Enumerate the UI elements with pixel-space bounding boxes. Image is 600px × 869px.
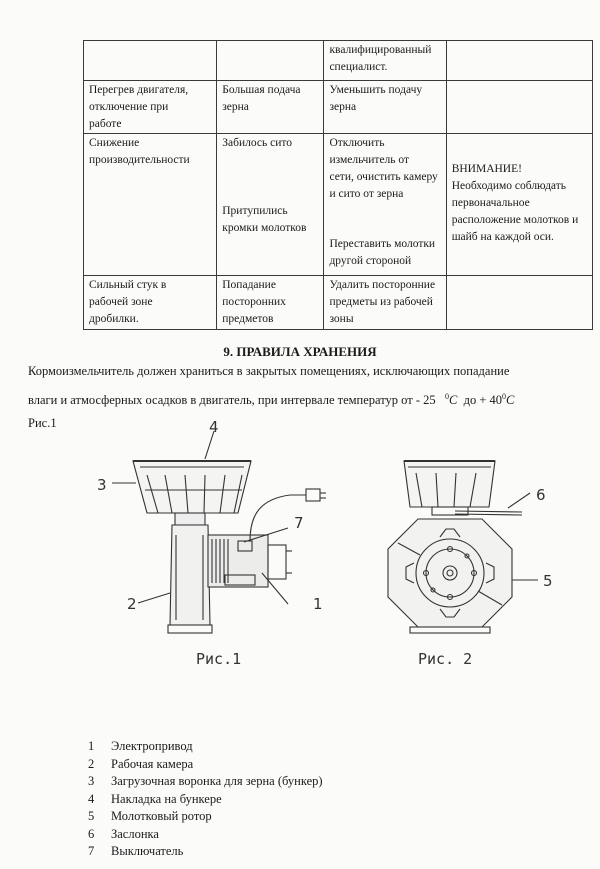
item-label: Электропривод [111,739,193,753]
list-item [88,808,323,826]
list-item [88,826,323,844]
warning-title: ВНИМАНИЕ! [451,163,522,175]
table-cell [84,276,217,330]
list-item [88,738,323,756]
list-item [88,773,323,791]
cell-text: кромки молотков [222,222,307,234]
cell-text: Отключить [329,137,385,149]
storage-paragraph-line-2 [28,392,514,408]
item-number: 4 [88,791,95,806]
cell-text: первоначальное [451,197,530,209]
callout-1: 1 [313,595,323,613]
table-cell [324,276,446,330]
item-label: Загрузочная воронка для зерна (бункер) [111,774,323,788]
parts-legend [88,738,323,861]
cell-text: измельчитель от [329,154,410,166]
callout-7: 7 [294,514,304,532]
cell-text: сети, очистить камеру [329,171,438,183]
table-cell [84,81,217,134]
cell-text: Уменьшить подачу [329,84,423,96]
cell-text: Снижение [89,137,140,149]
celsius-unit: C [506,393,515,408]
table-cell [446,41,592,81]
table-cell [217,41,324,81]
cell-text: производительности [89,154,190,166]
figure-reference: Рис.1 [28,416,57,430]
cell-text: Забилось сито [222,137,293,149]
table-row [84,41,593,81]
table-cell [446,134,592,276]
item-label: Заслонка [111,826,159,841]
cell-text: Переставить молотки [329,238,436,250]
table-cell [217,81,324,134]
text-fragment: до + 40 [463,393,503,408]
table-cell [324,134,446,276]
table-cell [84,41,217,81]
degree-superscript: 0 [445,392,450,401]
cell-text: квалифицированный [329,44,432,56]
troubleshooting-table [83,40,593,330]
cell-text: работе [89,118,122,130]
item-number: 3 [88,774,95,788]
cell-text: зерна [222,101,249,113]
cell-text: зоны [329,313,354,325]
cell-text: Удалить посторонние [329,279,436,291]
cell-text: рабочей зоне [89,296,153,308]
item-label: Молотковый ротор [111,809,212,823]
item-number: 2 [88,756,95,771]
item-label: Выключатель [111,844,184,858]
cell-text: Большая подача [222,84,301,96]
cell-text: Необходимо соблюдать [451,180,566,192]
cell-text: зерна [329,101,357,113]
figure-2-caption: Рис. 2 [418,650,473,668]
fig1-side-view-drawing [112,431,326,633]
table-row [84,134,593,276]
cell-text: расположение молотков и [451,214,579,226]
table-cell [217,276,324,330]
text-fragment: влаги и атмосферных осадков в двигатель, при интервале температур от - 25 [28,393,436,408]
item-number: 7 [88,844,95,858]
table-cell [446,81,592,134]
item-number: 1 [88,739,95,753]
item-number: 6 [88,826,95,841]
table-cell [324,81,446,134]
cell-text: шайб на каждой оси. [451,231,554,243]
table-row [84,276,593,330]
cell-text: другой стороной [329,255,412,267]
cell-text: и сито от зерна [329,188,404,200]
cell-text: Перегрев двигателя, [89,84,189,96]
cell-text: предметы из рабочей [329,296,433,308]
list-item [88,756,323,774]
cell-text: специалист. [329,61,388,73]
storage-paragraph-line-1: Кормоизмельчитель должен храниться в закрытых помещениях, исключающих попадание [28,364,510,378]
celsius-unit: C [449,393,458,408]
cell-text: Сильный стук в [89,279,167,291]
section-heading: 9. ПРАВИЛА ХРАНЕНИЯ [223,344,377,359]
degree-superscript: 0 [502,392,507,401]
cell-text: Притупились [222,205,288,217]
table-cell [217,134,324,276]
cell-text: предметов [222,313,274,325]
table-cell [324,41,446,81]
cell-text: отключение при [89,101,169,113]
item-label: Рабочая камера [111,756,194,771]
callout-2: 2 [127,595,137,613]
item-number: 5 [88,809,95,823]
callout-4: 4 [209,418,219,436]
table-cell [446,276,592,330]
cell-text: дробилки. [89,313,139,325]
callout-6: 6 [536,486,546,504]
list-item [88,791,323,809]
item-label: Накладка на бункере [111,791,222,806]
table-row [84,81,593,134]
fig2-front-view-drawing [388,461,538,633]
list-item [88,843,323,861]
figure-1-caption: Рис.1 [196,650,242,668]
table-cell [84,134,217,276]
cell-text: Попадание [222,279,276,291]
cell-text: посторонних [222,296,286,308]
callout-3: 3 [97,476,107,494]
callout-5: 5 [543,572,553,590]
